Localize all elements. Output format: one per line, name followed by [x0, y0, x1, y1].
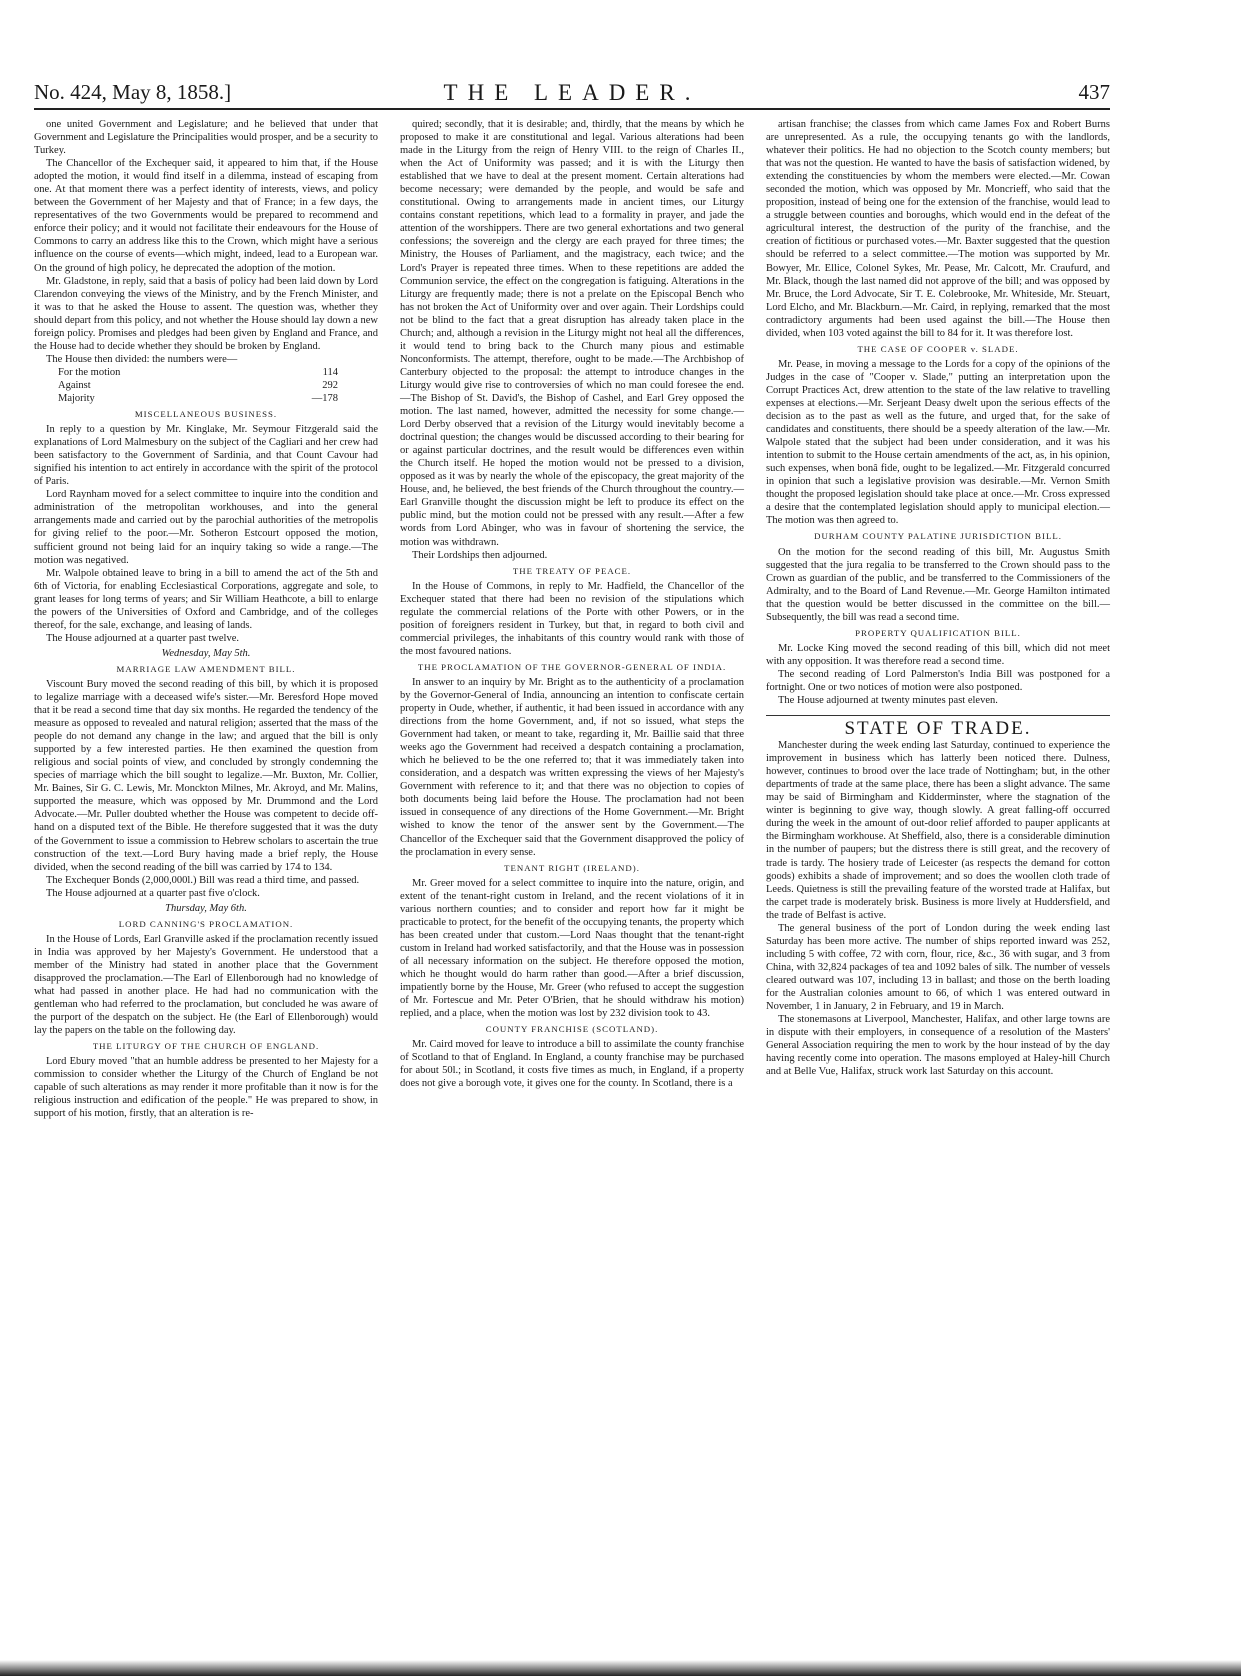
- col3c-paras: [766, 546, 1110, 624]
- section-heading: TENANT RIGHT (IRELAND).: [504, 862, 640, 873]
- page-number: 437: [1078, 80, 1110, 104]
- paragraph: The Exchequer Bonds (2,000,000l.) Bill was read a third time, and passed.: [46, 874, 360, 886]
- section-heading: MARRIAGE LAW AMENDMENT BILL.: [116, 663, 296, 674]
- paragraph: The House then divided: the numbers were—: [46, 353, 238, 365]
- paragraph: The House adjourned at a quarter past five o'clock.: [46, 887, 260, 899]
- section-heading: COUNTY FRANCHISE (SCOTLAND).: [485, 1024, 659, 1035]
- header-rule: [34, 108, 1110, 110]
- paragraph: Lord Ebury moved "that an humble address be presented to her Majesty for a commission to consider whether the Liturgy of the Church of England be not capable of such alterations as may render it more profitable than it now is for the religious instruction and edification of the people." He was prepared to show, in support of his motion, firstly, that an alteration is re-: [34, 1056, 378, 1120]
- paragraph: The House adjourned at a quarter past twelve.: [46, 632, 240, 644]
- col1-paras: [34, 118, 378, 366]
- paragraph: In the House of Lords, Earl Granville asked if the proclamation recently issued in India was approved by her Majesty's Government. He understood that a member of the Ministry had stated in another place that the Government disapproved the proclamation.—The Earl of Ellenborough had no knowledge of what had passed in another place. He had had no communication with the gentleman who had referred to the proclamation, but concluded he was aware of the purport of the despatch on the subject. He (the Earl of Ellenborough) would lay the papers on the table on the following day.: [34, 933, 378, 1037]
- paragraph: The second reading of Lord Palmerston's India Bill was postponed for a fortnight. One or two notices of motion were also postponed.: [766, 668, 1110, 693]
- col1c-paras: [34, 678, 378, 900]
- paragraph: one united Government and Legislature; and he believed that under that Government and Legislature the Principalities would prosper, and be a security to Turkey.: [34, 119, 378, 157]
- paragraph: Lord Raynham moved for a select committee to inquire into the condition and administration of the metropolitan workhouses, and into the general arrangements made and carried out by the parochial authorities of the metropolis for giving relief to the poor.—Mr. Sotheron Estcourt opposed the motion, sufficient ground not being laid for an inquiry taking so wide a range.—The motion was negatived.: [34, 489, 378, 566]
- paragraph: The House adjourned at twenty minutes past eleven.: [778, 695, 998, 707]
- col2c-paras: [400, 676, 744, 859]
- paragraph: The general business of the port of London during the week ending last Saturday has been more active. The number of ships reported inward was 252, including 5 with coffee, 72 with corn, flour, rice, &c., 36 with sugar, and 3 from China, with 32,824 packages of tea and 1092 bales of silk. The number of vessels cleared outward was 107, including 13 in ballast; and those on the berth loading for the Australian colonies amount to 66, of which 1 was entered outward in November, 1 in January, 2 in February, and 19 in March.: [766, 922, 1110, 1013]
- paragraph: On the motion for the second reading of this bill, Mr. Augustus Smith suggested that the jura regalia to be transferred to the Crown should pass to the Crown as guardian of the public, and be transferred to the Commissioners of the Admiralty, and to the Board of Land Revenue.—Mr. George Hamilton intimated that the question would be better discussed in the committee on the bill.—Subsequently, the bill was read a second time.: [766, 546, 1110, 623]
- col3b-paras: [766, 358, 1110, 528]
- col3d-paras: [766, 642, 1110, 707]
- paragraph: Mr. Locke King moved the second reading of this bill, which did not meet with any opposition. It was therefore read a second time.: [766, 642, 1110, 667]
- col2e-paras: [400, 1038, 744, 1090]
- col2-paras: [400, 118, 744, 562]
- col3-paras: [766, 118, 1110, 340]
- paragraph: In answer to an inquiry by Mr. Bright as to the authenticity of a proclamation by the Governor-General of India, announcing an intention to confiscate certain property in Oude, whether, if authentic, it had been issued in accordance with any directions from the home Government, and, if not so issued, what steps the Government had taken, or meant to take, regarding it, Mr. Baillie said that three weeks ago the Government had received a despatch containing a proclamation, which he believed to be the one referred to; that it was immediately taken into consideration, and a despatch was written expressing the views of her Majesty's Government with reference to it; and that there was no objection to copies of both documents being laid before the House. The proclamation had not been issued in consequence of any directions of the Home Government.—Mr. Bright wished to know the tenor of the answer sent by the Government.—The Chancellor of the Exchequer said that the Government disapproved the policy of the proclamation in every sense.: [400, 676, 744, 858]
- paragraph: quired; secondly, that it is desirable; and, thirdly, that the means by which he proposed to make it are constitutional and legal. Various alterations had been made in the Liturgy from the reign of Henry VIII. to the reign of Charles II., when the Act of Uniformity was passed; and it is with the Liturgy then established that we have to deal at the present moment. Certain alterations had become necessary; were demanded by the people, and would be safe and constitutional. Owing to arrangements made in ancient times, our Liturgy contains constant repetitions, which lead to a formality in prayer, and jade the attention of the worshippers. There are two general exhortations and two general confessions; the sovereign and the clergy are each prayed for three times; the Ministry, the Houses of Parliament, and the magistracy, each twice; and the Lord's Prayer is repeated three times. When to these repetitions are added the Communion service, the effect on the congregation is fatiguing. Alterations in the Liturgy are frequently made; there is not a prelate on the Episcopal Bench who has not broken the Act of Uniformity over and over again. Their Lordships could not be blind to the fact that a great disruption has already taken place in the Church; and, although a revision in the Liturgy might not heal all the differences, it would tend to bring back to the Church many pious and estimable Nonconformists. The attempt, therefore, ought to be made.—The Archbishop of Canterbury objected to the proposal: the attempt to introduce changes in the Liturgy would give rise to controversies of which no man could foresee the end.—The Bishop of St. David's, the Bishop of Cashel, and Earl Grey opposed the motion. The last named, however, admitted the necessity for some change.—Lord Derby observed that a revision of the Liturgy would inevitably become a doctrinal question; the changes would be discussed according to their bearing for or against particular doctrines, and the result would be differences even within the Church itself. He hoped the motion would not be pressed to a division, opposed as it was by nearly the whole of the episcopacy, the great majority of the House, and, he believed, the best friends of the Church throughout the country.—Earl Granville thought the discussion might be left to produce its effect on the public mind, but the motion could not be pressed with any result.—After a few words from Lord Abinger, who was in favour of shortening the service, the motion was withdrawn.: [400, 119, 744, 548]
- col1e-paras: [34, 1055, 378, 1120]
- vote-value: —178: [311, 392, 338, 404]
- paragraph: Mr. Walpole obtained leave to bring in a bill to amend the act of the 5th and 6th of Victoria, for enabling Ecclesiastical Corporations, aggregate and sole, to grant leases for long terms of years; and Sir William Heathcote, a bill to enlarge the powers of the Universities of Oxford and Cambridge, and of the colleges thereof, for the sale, exchange, and leasing of lands.: [34, 567, 378, 631]
- section-heading: THE LITURGY OF THE CHURCH OF ENGLAND.: [92, 1041, 320, 1052]
- vote-label: For the motion: [58, 366, 121, 378]
- col1b-paras: [34, 423, 378, 645]
- section-heading: DURHAM COUNTY PALATINE JURISDICTION BILL.: [814, 531, 1062, 542]
- section-heading: THE TREATY OF PEACE.: [512, 565, 632, 576]
- vote-table: [34, 366, 378, 405]
- paragraph: The Chancellor of the Exchequer said, it appeared to him that, if the House adopted the motion, it would find itself in a dilemma, instead of escaping from one. At that moment there was a perfect identity of interests, views, and policy between the Government of her Majesty and that of France; in a few days, the representatives of the two Governments would be prepared to recommend and enforce their policy; and it would not facilitate their endeavours for the House of Commons to carry an address like this to the Crown, which might have a serious influence on the course of events—which might, indeed, lead to a European war. On the ground of high policy, he deprecated the adoption of the motion.: [34, 158, 378, 274]
- paragraph: Their Lordships then adjourned.: [412, 549, 548, 561]
- column-3: [766, 118, 1110, 1078]
- state-of-trade-heading: STATE OF TRADE.: [766, 715, 1110, 735]
- section-heading: THE CASE OF COOPER v. SLADE.: [857, 343, 1019, 354]
- dateline: Thursday, May 6th.: [165, 902, 247, 914]
- issue-date: No. 424, May 8, 1858.]: [34, 80, 232, 104]
- scan-edge: [0, 1660, 1241, 1676]
- section-heading: LORD CANNING'S PROCLAMATION.: [118, 918, 294, 929]
- paragraph: Mr. Caird moved for leave to introduce a bill to assimilate the county franchise of Scotland to that of England. In England, a county franchise may be purchased for about 50l.; in Scotland, it costs five times as much, in England, if a property does not give a borough vote, it gives one for the county. In Scotland, there is a: [400, 1039, 744, 1090]
- column-2: [400, 118, 744, 1090]
- dateline: Wednesday, May 5th.: [161, 647, 251, 659]
- paragraph: Viscount Bury moved the second reading of this bill, by which it is proposed to legalize marriage with a deceased wife's sister.—Mr. Beresford Hope moved that it be read a second time that day six months. He regarded the tendency of the measure as opposed to revealed and natural religion; asserted that the mass of the people do not demand any change in the law; and argued that the bill is only supported by a few interested parties. He then examined the question from religious and social points of view, and concluded by strongly condemning the species of marriage which the bill sought to legalize.—Mr. Buxton, Mr. Collier, Mr. Baines, Sir G. C. Lewis, Mr. Monckton Milnes, Mr. Akroyd, and Mr. Malins, supported the measure, which was opposed by Mr. Drummond and the Lord Advocate.—Mr. Puller doubted whether the House was competent to decide off-hand on a disputed text of the Bible. He therefore suggested that it was the duty of the Government to issue a commission to Hebrew scholars to ascertain the true construction of the text.—Lord Bury having made a brief reply, the House divided, when the second reading of the bill was carried by 174 to 134.: [34, 678, 378, 873]
- paragraph: Manchester during the week ending last Saturday, continued to experience the improvement in business which has latterly been noticed there. Dulness, however, continues to brood over the lace trade of Nottingham; but, in the other departments of trade at the same place, there has been a slight advance. The same may be said of Birmingham and Kidderminster, where the stagnation of the winter is beginning to give way, though slowly. A great falling-off occurred during the week in the amount of out-door relief afforded to pauper applicants at the Birmingham workhouse. At Sheffield, also, there is a considerable diminution in the number of paupers; but the distress there is still great, and the recovery of trade is tardy. The hosiery trade of Leicester (as respects the demand for cotton goods) exhibits a shade of improvement; and so does the woollen cloth trade of Leeds. Quietness is still the prevailing feature of the worsted trade at Halifax, but the carpet trade is moderately brisk. Business is more lively at Huddersfield, and the trade of Belfast is active.: [766, 740, 1110, 921]
- paragraph: In reply to a question by Mr. Kinglake, Mr. Seymour Fitzgerald said the explanations of Lord Malmesbury on the subject of the Cagliari and her crew had been satisfactory to the Government of Sardinia, and that Count Cavour had signified his intention to act entirely in accordance with the spirit of the protocol of Paris.: [34, 424, 378, 488]
- paragraph: The stonemasons at Liverpool, Manchester, Halifax, and other large towns are in dispute with their employers, in consequence of a resolution of the Masters' General Association requiring the men to work by the hour instead of by the day having recently come into operation. The masons employed at Haley-hill Church and at Belle Vue, Halifax, struck work last Saturday on this account.: [766, 1014, 1110, 1078]
- paragraph: Mr. Gladstone, in reply, said that a basis of policy had been laid down by Lord Clarendon conveying the views of the Ministry, and by the French Minister, and it was to that he asked the House to assent. The question was, whether they should depart from this policy, and not whether the House should lay down a new foreign policy. Promises and pledges had been given by England and France, and the House had to decide whether they should be broken by England.: [34, 275, 378, 352]
- page-header: [34, 80, 1110, 106]
- trade-paras: [766, 739, 1110, 1078]
- col1d-paras: [34, 933, 378, 1037]
- vote-value: 292: [322, 379, 338, 391]
- section-heading: THE PROCLAMATION OF THE GOVERNOR-GENERAL OF INDIA.: [417, 661, 727, 672]
- vote-label: Majority: [58, 392, 95, 404]
- vote-label: Against: [58, 379, 91, 391]
- section-heading: PROPERTY QUALIFICATION BILL.: [855, 627, 1021, 638]
- column-1: [34, 118, 378, 1121]
- paragraph: In the House of Commons, in reply to Mr. Hadfield, the Chancellor of the Exchequer stated that there had been no revision of the stipulations which regulate the commercial relations of the Porte with other Powers, or in the position of foreigners resident in Turkey, but that, in regard to both civil and commercial privileges, the inhabitants of this country would rank with those of the most favoured nations.: [400, 580, 744, 657]
- section-heading: MISCELLANEOUS BUSINESS.: [134, 409, 278, 420]
- paragraph: Mr. Pease, in moving a message to the Lords for a copy of the opinions of the Judges in the case of "Cooper v. Slade," putting an interpretation upon the Corrupt Practices Act, drew attention to the state of the law relative to travelling expenses at elections.—Mr. Serjeant Deasy dwelt upon the serious effects of the decision as to the past as well as the future, and urged that, for the sake of candidates and constituents, there should be a speedy alteration of the law.—Mr. Walpole stated that the subject had been under consideration, and it was his intention to submit to the House certain amendments of the act, as, in his opinion, such expenses, when bonâ fide, ought to be legalized.—Mr. Fitzgerald concurred in opinion that such a legislative provision was desirable.—Mr. Vernon Smith thought the proposed legislation should take place at once.—Mr. Cross expressed a desire that the contemplated legislation should apply to municipal election.—The motion was then agreed to.: [766, 358, 1110, 527]
- masthead-title: THE LEADER.: [443, 80, 701, 105]
- col2d-paras: [400, 877, 744, 1021]
- paragraph: Mr. Greer moved for a select committee to inquire into the nature, origin, and extent of the tenant-right custom in Ireland, and the recent violations of it in various northern counties; and to consider and report how far it might be practicable to protect, for the benefit of the occupying tenants, the property which has been created under that custom.—Lord Naas thought that the tenant-right custom in Ireland had worked satisfactorily, and that the House was in possession of all necessary information on the subject. He therefore opposed the motion, which he thought would do harm rather than good.—After a brief discussion, impatiently borne by the House, Mr. Greer (who refused to accept the suggestion of Mr. Fortescue and Mr. Peter O'Brien, that he should withdraw his motion) replied, and a place, when the motion was lost by 232 division took to 43.: [400, 877, 744, 1020]
- col2b-paras: [400, 580, 744, 658]
- paragraph: artisan franchise; the classes from which came James Fox and Robert Burns are unrepresented. As a rule, the occupying tenants go with the landlords, whatever their politics. He had no objection to the Scotch county members; but that was not the question. He wanted to have the basis of satisfaction widened, by extending the constituencies by whom the members were elected.—Mr. Cowan seconded the motion, which was opposed by Mr. Moncrieff, who said that the proposition, instead of being one for the extension of the franchise, would lead to a struggle between counties and boroughs, which would end in the defeat of the agricultural interest, the destruction of the purity of the franchise, and the creation of fictitious or purchased votes.—Mr. Baxter suggested that the question should be referred to a select committee.—The motion was supported by Mr. Bowyer, Mr. Ellice, Colonel Sykes, Mr. Pease, Mr. Calcott, Mr. Craufurd, and Mr. Black, though the last named did not approve of the bill; and was opposed by Mr. Bruce, the Lord Advocate, Sir T. E. Colebrooke, Mr. Whiteside, Mr. Steuart, Lord Elcho, and Mr. Blackburn.—Mr. Caird, in replying, remarked that the most contradictory arguments had been used against the bill.—The House then divided, when 103 voted against the bill to 84 for it. It was therefore lost.: [766, 119, 1110, 339]
- vote-value: 114: [322, 366, 338, 378]
